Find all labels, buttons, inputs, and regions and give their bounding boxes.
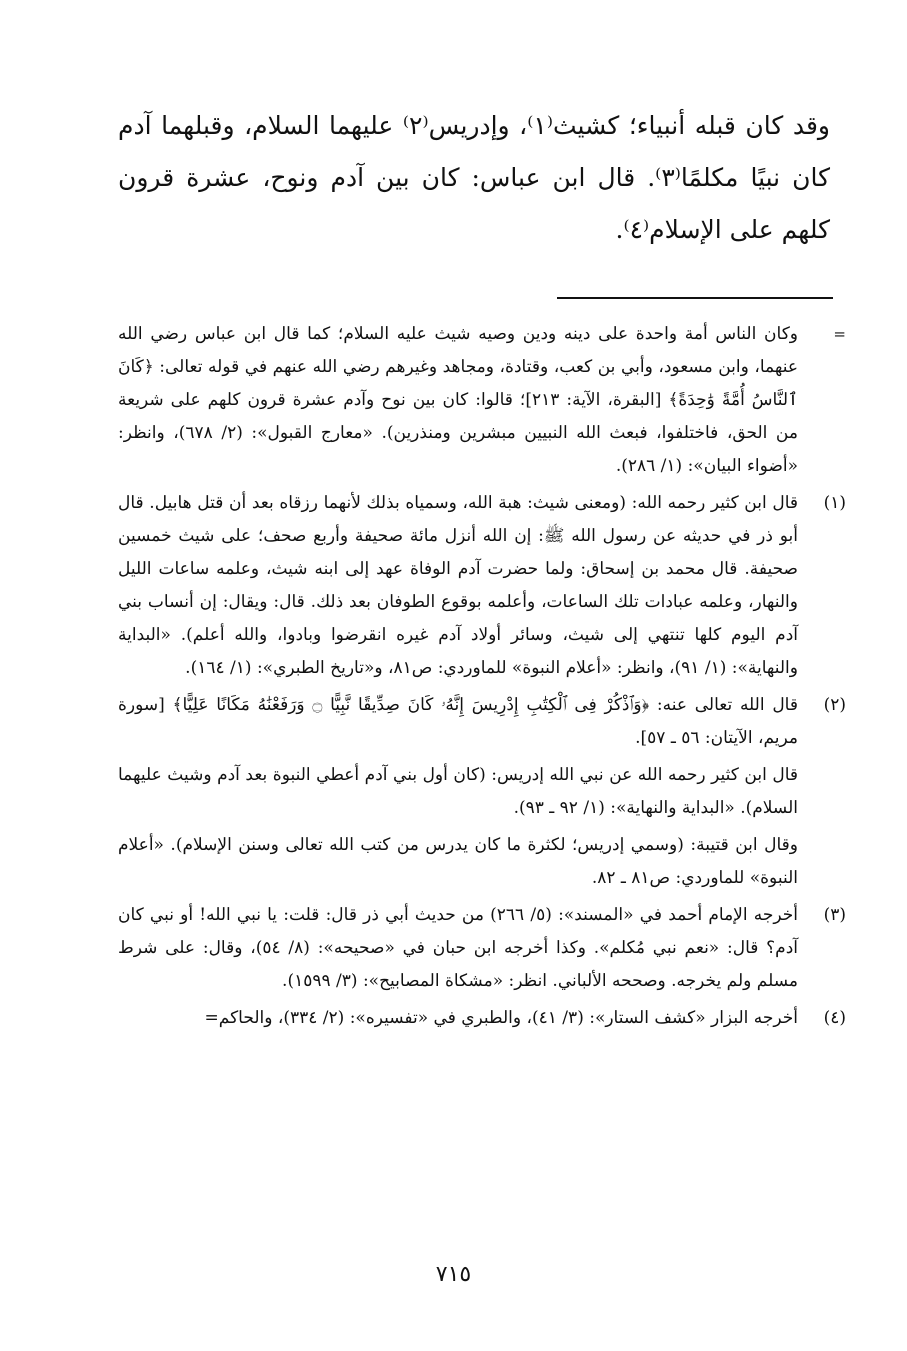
footnote-2 (118, 689, 846, 899)
footnote-1 (118, 487, 846, 689)
main-paragraph: وقد كان قبله أنبياء؛ كشيث⁽١⁾، وإدريس⁽٢⁾ عليهما السلام، وقبلهما آدم كان نبيًا مكلمًا⁽٣⁾. قال ابن عباس: كان بين آدم ونوح، عشرة قرون كلهم على الإسلام⁽٤⁾. (118, 111, 831, 244)
footnote-4 (118, 1002, 846, 1039)
footnote-number: (٣) (823, 905, 846, 925)
footnote-continuation (118, 318, 846, 487)
footnote-separator (557, 297, 833, 299)
footnote-body (118, 1002, 798, 1039)
footnote-3 (118, 899, 846, 1002)
footnote-body (118, 899, 798, 1002)
footnote-text: وقال ابن قتيبة: (وسمي إدريس؛ لكثرة ما كان يدرس من كتب الله تعالى وسنن الإسلام). «أعلام النبوة» للماوردي: ص٨١ ـ ٨٢. (118, 835, 798, 888)
footnote-body (118, 318, 798, 487)
footnote-text: وكان الناس أمة واحدة على دينه ودين وصيه شيث عليه السلام؛ كما قال ابن عباس رضي الله عنهما، وابن مسعود، وأبي بن كعب، وقتادة، ومجاهد وغيرهم رضي الله عنهم في قوله تعالى: ﴿كَانَ ٱلنَّاسُ أُمَّةً وَٰحِدَةً﴾ [البقرة، الآية: ٢١٣]؛ قالوا: كان بين نوح وآدم عشرة قرون كلهم على شريعة من الحق، فاختلفوا، فبعث الله النبيين مبشرين ومنذرين). «معارج القبول»: (٢/ ٦٧٨)، وانظر: «أضواء البيان»: (١/ ٢٨٦). (118, 324, 798, 476)
footnotes (118, 318, 846, 1039)
continuation-mark: = (833, 325, 846, 343)
footnote-text: قال ابن كثير رحمه الله عن نبي الله إدريس: (كان أول بني آدم أعطي النبوة بعد آدم وشيث عليهما السلام). «البداية والنهاية»: (١/ ٩٢ ـ ٩٣). (118, 765, 798, 818)
footnote-number: (٢) (823, 695, 846, 715)
footnote-body (118, 689, 798, 899)
footnote-text: أخرجه الإمام أحمد في «المسند»: (٥/ ٢٦٦) من حديث أبي ذر قال: قلت: يا نبي الله! أو نبي كان آدم؟ قال: «نعم نبي مُكلم». وكذا أخرجه ابن حبان في «صحيحه»: (٨/ ٥٤)، وقال: على شرط مسلم ولم يخرجه. وصححه الألباني. انظر: «مشكاة المصابيح»: (٣/ ١٥٩٩). (118, 905, 799, 991)
footnote-text: أخرجه البزار «كشف الستار»: (٣/ ٤١)، والطبري في «تفسيره»: (٢/ ٣٣٤)، والحاكم= (204, 1008, 798, 1028)
footnote-number: (٤) (823, 1008, 846, 1028)
footnote-number: (١) (823, 493, 846, 513)
page-number: ٧١٥ (435, 1262, 472, 1287)
footnote-text: قال الله تعالى عنه: ﴿وَٱذْكُرْ فِى ٱلْكِتَٰبِ إِدْرِيسَ إِنَّهُۥ كَانَ صِدِّيقًا نَّبِيًّا ۝ وَرَفَعْنَٰهُ مَكَانًا عَلِيًّا﴾ [سورة مريم، الآيتان: ٥٦ ـ ٥٧]. (118, 695, 798, 748)
main-text (118, 100, 830, 256)
footnote-text: قال ابن كثير رحمه الله: (ومعنى شيث: هبة الله، وسمياه بذلك لأنهما رزقاه بعد أن قتل هابيل. قال أبو ذر في حديثه عن رسول الله ﷺ: إن الله أنزل مائة صحيفة وأربع صحف؛ على شيث خمسين صحيفة. قال محمد بن إسحاق: ولما حضرت آدم الوفاة عهد إلى ابنه شيث، وعلمه ساعات الليل والنهار، وعلمه عبادات تلك الساعات، وأعلمه بوقوع الطوفان بعد ذلك. قال: ويقال: إن أنساب بني آدم اليوم كلها تنتهي إلى شيث، وسائر أولاد آدم غيره انقرضوا وبادوا، والله أعلم). «البداية والنهاية»: (١/ ٩١)، وانظر: «أعلام النبوة» للماوردي: ص٨١، و«تاريخ الطبري»: (١/ ١٦٤). (118, 493, 798, 678)
footnote-body (118, 487, 798, 689)
